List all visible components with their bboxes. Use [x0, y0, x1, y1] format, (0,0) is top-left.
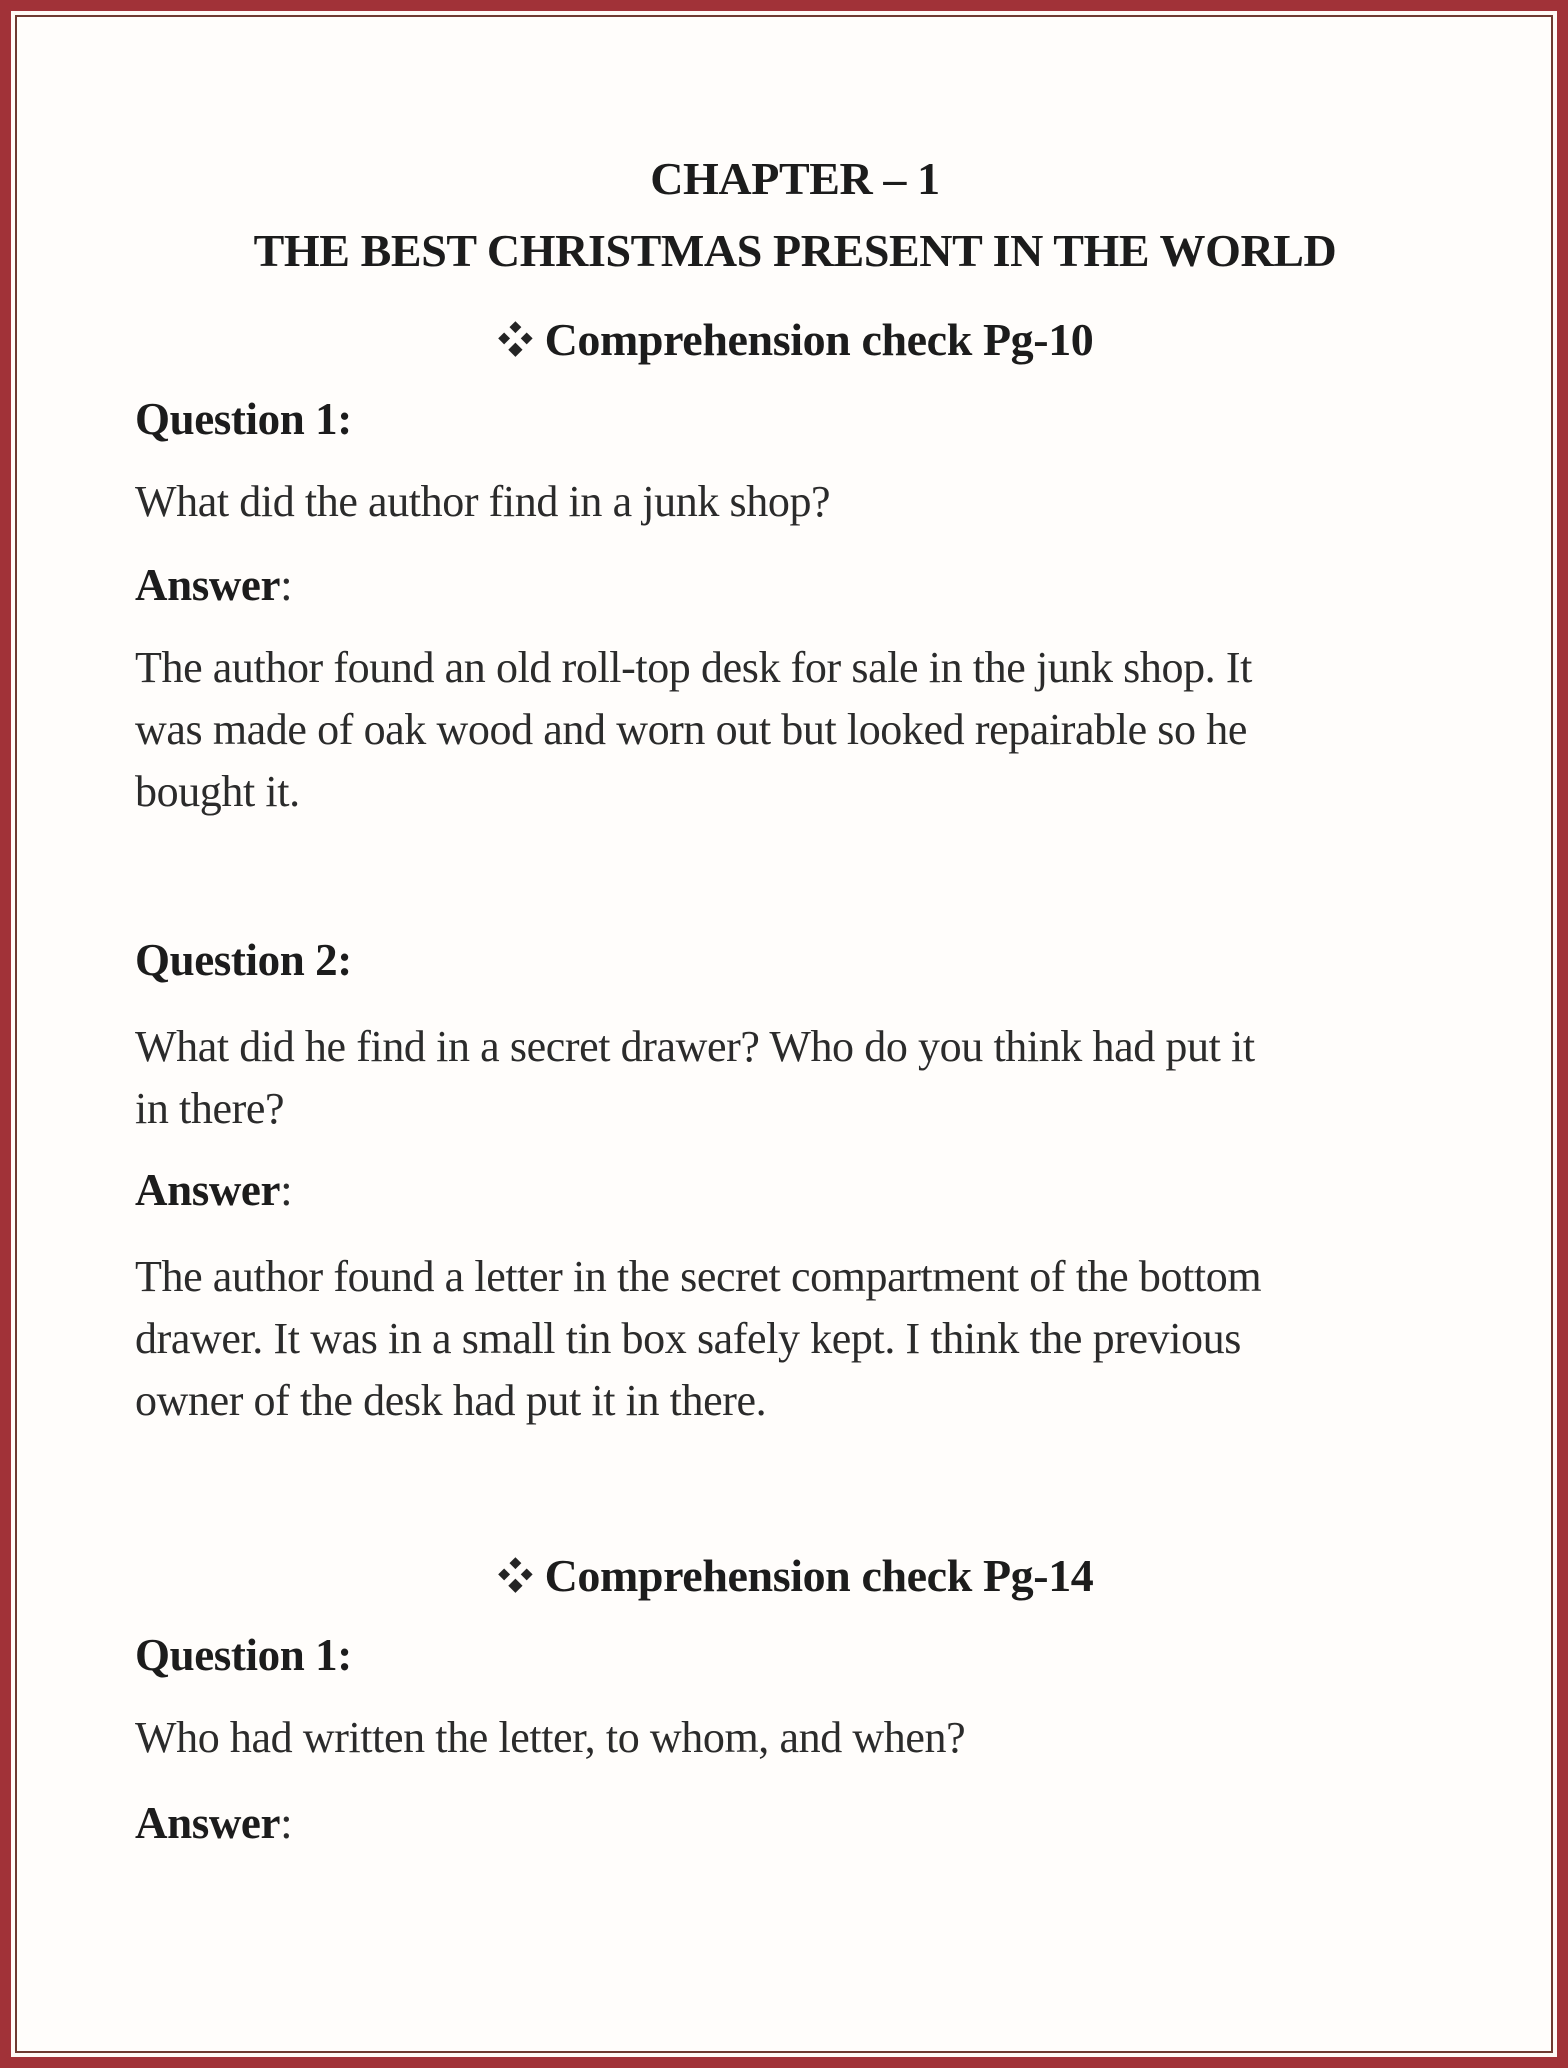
section-heading-text: Comprehension check Pg-10 [544, 314, 1094, 365]
answer-colon: : [280, 1165, 293, 1215]
answer-paragraph [135, 637, 1455, 823]
answer-line: was made of oak wood and worn out but looked repairable so he [135, 705, 1247, 754]
document-page [15, 15, 1553, 2053]
section-heading-text: Comprehension check Pg-14 [544, 1550, 1094, 1601]
chapter-title: THE BEST CHRISTMAS PRESENT IN THE WORLD [253, 225, 1337, 276]
chapter-heading: CHAPTER – 1 [650, 153, 940, 204]
answer-line: The author found an old roll-top desk for sale in the junk shop. It [135, 643, 1252, 692]
answer-label [135, 1792, 1455, 1854]
page-border-gap [11, 11, 1557, 2057]
answer-paragraph [135, 1246, 1455, 1432]
document-content [17, 17, 1551, 1854]
answer-word: Answer [135, 1165, 281, 1215]
answer-word: Answer [135, 560, 281, 610]
diamond-cluster-bullet-icon [497, 1556, 535, 1594]
question-text: Who had written the letter, to whom, and when? [135, 1713, 966, 1762]
question-paragraph [135, 1016, 1455, 1140]
diamond-cluster-bullet-icon [497, 320, 535, 358]
answer-line: bought it. [135, 767, 300, 816]
question-text: What did the author find in a junk shop? [135, 477, 831, 526]
answer-word: Answer [135, 1798, 281, 1848]
question-label: Question 2: [135, 935, 352, 985]
question-line: in there? [135, 1084, 285, 1133]
question-label: Question 1: [135, 394, 352, 444]
answer-label [135, 1159, 1455, 1221]
answer-colon: : [280, 1798, 293, 1848]
question-label: Question 1: [135, 1630, 352, 1680]
answer-line: The author found a letter in the secret compartment of the bottom [135, 1252, 1262, 1301]
section-heading-pg14 [135, 1545, 1455, 1607]
question-line: What did he find in a secret drawer? Who do you think had put it [135, 1022, 1255, 1071]
answer-line: drawer. It was in a small tin box safely kept. I think the previous [135, 1314, 1241, 1363]
answer-label [135, 554, 1455, 616]
answer-colon: : [280, 560, 293, 610]
section-heading-pg10 [135, 309, 1455, 371]
answer-line: owner of the desk had put it in there. [135, 1376, 767, 1425]
